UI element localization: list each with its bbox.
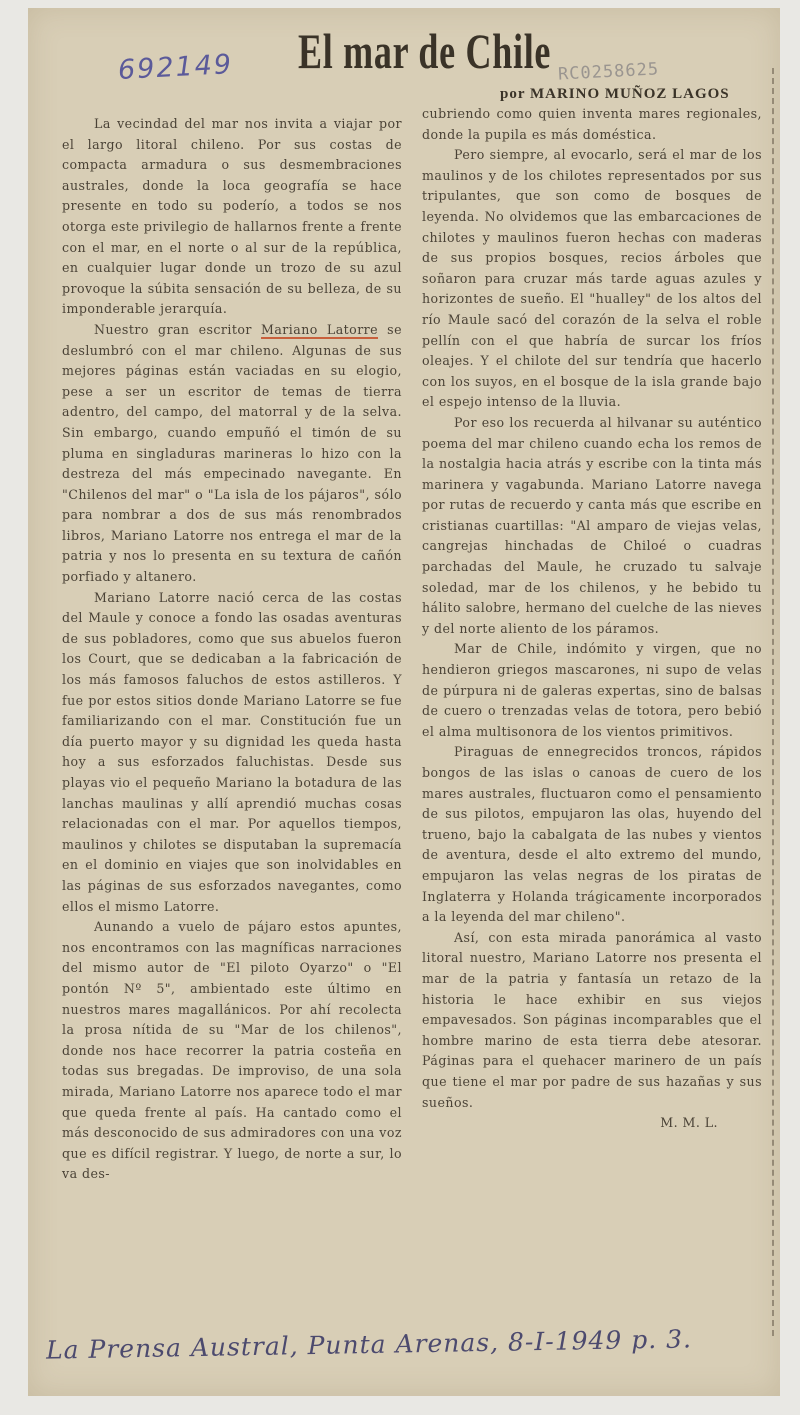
paragraph [62,320,402,588]
left-column [62,114,402,1185]
paragraph: Mariano Latorre nació cerca de las costas del Maule y conoce a fondo las osadas aventuras de sus pobladores, como que sus abuelos fueron los Court, que se dedicaban a la fabricación de los más famosos faluchos de estos astilleros. Y fue por estos sitios donde Mariano Latorre se fue familiarizando con el mar. Constitución fue un día puerto mayor y su dignidad les queda hasta hoy a sus esforzados faluchistas. Desde sus playas vio el pequeño Mariano la botadura de las lanchas maulinas y allí aprendió muchas cosas relacionadas con el mar. Por aquellos tiempos, maulinos y chilotes se disputaban la supremacía en el dominio en viajes que son inolvidables en las páginas de sus esforzados navegantes, como ellos el mismo Latorre. [62,589,402,914]
paragraph: cubriendo como quien inventa mares regionales, donde la pupila es más doméstica. [422,106,762,142]
paragraph: Pero siempre, al evocarlo, será el mar de los maulinos y de los chilotes representados por sus tripulantes, que son como de bosques de leyenda. No olvidemos que las embarcaciones de chilotes y maulinos fueron hechas con maderas de sus propios bosques, recios árboles que soñaron para cruzar más tarde aguas azules y horizontes de sueño. El "hualley" de los altos del río Maule sacó del corazón de la selva el roble pellín con el que habría de surcar los fríos oleajes. Y el chilote del sur tendría que hacerlo con los suyos, en el bosque de la isla grande bajo el espejo intenso de la lluvia. [422,147,762,410]
underlined-name: Mariano Latorre [260,321,379,337]
right-column [422,104,762,1134]
paragraph: Piraguas de ennegrecidos troncos, rápidos bongos de las islas o canoas de cuero de los mares australes, fluctuaron como el pensamiento de sus pilotos, empujaron las olas, huyendo del trueno, bajo la cabalgata de las nubes y vientos de aventura, desde el alto extremo del mundo, empujaron las velas negras de los piratas de Inglaterra y Holanda trágicamente incorporados a la leyenda del mar chileno". [422,744,762,925]
paragraph-text: Nuestro gran escritor [94,321,261,337]
paragraph-text: se deslumbró con el mar chileno. Algunas de sus mejores páginas están vaciadas en su elogio, pese a ser un escritor de temas de tierra adentro, del campo, del matorral y de la selva. Sin embargo, cuando empuñó el timón de su pluma en singladuras marineras lo hizo con la destreza del más empecinado navegante. En "Chilenos del mar" o "La isla de los pájaros", sólo para nombrar a dos de sus más renombrados libros, Mariano Latorre nos entrega el mar de la patria y nos lo presenta en su textura de cañón porfiado y altanero. [62,321,402,585]
paragraph: Así, con esta mirada panorámica al vasto litoral nuestro, Mariano Latorre nos presenta el mar de la patria y fantasía un retazo de la historia le hace exhibir en sus viejos empavesados. Son páginas incomparables que el hombre marino de esta tierra debe atesorar. Páginas para el quehacer marinero de un país que tiene el mar por padre de sus hazañas y sus sueños. [422,929,762,1110]
handwritten-source-note: La Prensa Austral, Punta Arenas, 8-I-1949 p. 3. [45,1324,693,1365]
torn-edge [772,68,774,1336]
paragraph: Aunando a vuelo de pájaro estos apuntes, nos encontramos con las magníficas narraciones del mismo autor de "El piloto Oyarzo" o "El pontón Nº 5", ambientado este último en nuestros mares magallánicos. Por ahí recolecta la prosa nítida de su "Mar de los chilenos", donde nos hace recorrer la patria costeña en todas sus bregadas. De improviso, de una sola mirada, Mariano Latorre nos aparece todo el mar que queda frente al país. Ha cantado como el más desconocido de sus admiradores con una voz que es difícil registrar. Y luego, de norte a sur, lo va des- [62,919,402,1182]
paragraph: Mar de Chile, indómito y virgen, que no hendieron griegos mascarones, ni supo de velas de púrpura ni de galeras expertas, sino de balsas de cuero o trenzadas velas de totora, pero bebió el alma multisonora de los vientos primitivos. [422,641,762,739]
article-title: El mar de Chile [298,23,552,79]
paragraph: La vecindad del mar nos invita a viajar por el largo litoral chileno. Por sus costas de compacta armadura o sus desmembraciones australes, donde la loca geografía se hace presente en todo su poderío, a todos se nos otorga este privilegio de hallarnos frente a frente con el mar, en el norte o al sur de la república, en cualquier lugar donde un trozo de su azul provoque la súbita sensación de su belleza, de su imponderable jerarquía. [62,116,402,317]
author-initials: M. M. L. [660,1115,718,1131]
catalog-stamp: RC0258625 [557,59,660,85]
byline: por MARINO MUÑOZ LAGOS [500,86,730,102]
paragraph: Por eso los recuerda al hilvanar su auténtico poema del mar chileno cuando echa los remos de la nostalgia hacia atrás y escribe con la tinta más marinera y vagabunda. Mariano Latorre navega por rutas de recuerdo y canta más que escribe en cristianas cuartillas: "Al amparo de viejas velas, cangrejas hinchadas de Chiloé o cuadras parchadas del Maule, he cruzado tu salvaje soledad, mar de los chilenos, y he bebido tu hálito salobre, hermano del cuelche de las nieves y del norte aliento de los páramos. [422,414,762,636]
handwritten-catalog-number: 692149 [117,49,234,86]
